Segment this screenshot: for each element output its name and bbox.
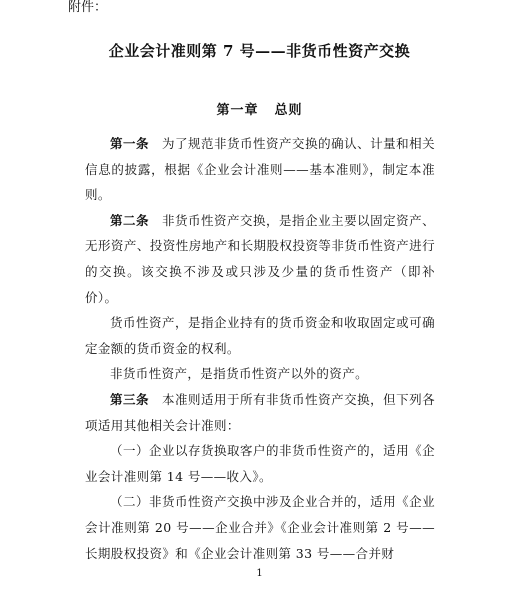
clause-1: （一）企业以存货换取客户的非货币性资产的，适用《企业会计准则第 14 号——收入》。 xyxy=(85,443,435,484)
article-2 xyxy=(85,208,435,310)
page-number: 1 xyxy=(256,568,263,579)
article-text: 非货币性资产交换，是指企业主要以固定资产、无形资产、投资性房地产和长期股权投资等非货币性资产进行的交换。该交换不涉及或只涉及少量的货币性资产（即补价）。 xyxy=(85,212,435,305)
chapter-name: 总则 xyxy=(274,103,303,118)
paragraph-monetary-assets: 货币性资产，是指企业持有的货币资金和收取固定或可确定金额的货币资金的权利。 xyxy=(85,315,435,356)
attachment-label: 附件： xyxy=(68,0,108,15)
article-3 xyxy=(85,387,435,438)
chapter-heading xyxy=(0,102,519,120)
article-lead: 第三条 xyxy=(110,391,150,407)
chapter-number: 第一章 xyxy=(216,103,259,118)
document-title: 企业会计准则第 7 号——非货币性资产交换 xyxy=(108,42,411,60)
article-1 xyxy=(85,131,435,208)
article-text: 本准则适用于所有非货币性资产交换，但下列各项适用其他相关会计准则： xyxy=(85,391,435,433)
document-body xyxy=(85,131,435,566)
article-lead: 第二条 xyxy=(110,212,150,228)
article-text: 为了规范非货币性资产交换的确认、计量和相关信息的披露，根据《企业会计准则——基本准则》，制定本准则。 xyxy=(85,136,435,203)
clause-2: （二）非货币性资产交换中涉及企业合并的，适用《企业会计准则第 20 号——企业合并》《企业会计准则第 2 号——长期股权投资》和《企业会计准则第 33 号——合并财 xyxy=(85,494,435,561)
paragraph-non-monetary-assets: 非货币性资产，是指货币性资产以外的资产。 xyxy=(110,366,369,382)
article-lead: 第一条 xyxy=(110,136,150,151)
